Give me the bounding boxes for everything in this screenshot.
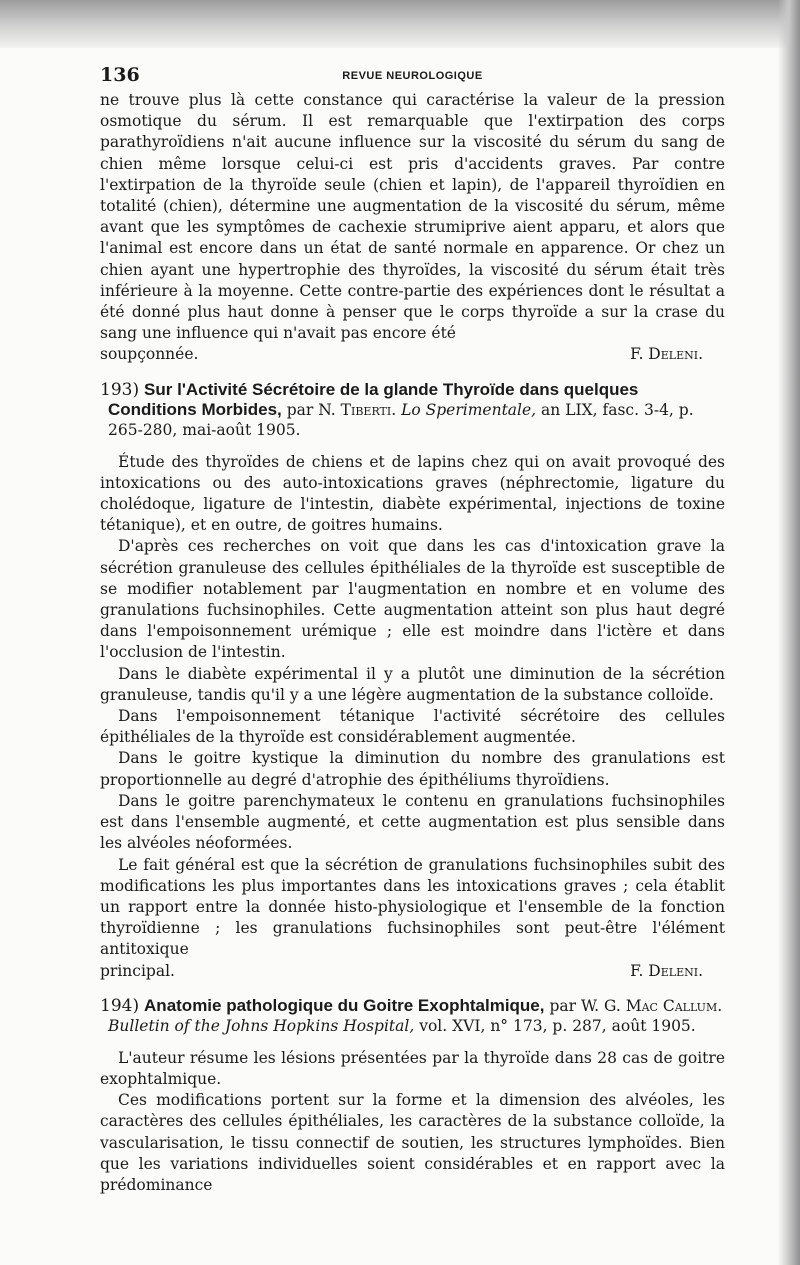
article-194-paragraph: Ces modifications portent sur la forme et la dimension des alvéoles, les caractères des cellules épithéliales, les caractères de la substance colloïde, la vascularisation, le tissu connectif de soutien, les structures lymphoïdes. Bien que les variations individuelles soient considérables et en rapport avec la prédominance [100, 1091, 725, 1194]
article-193-by: par [286, 400, 314, 419]
article-193-paragraph: D'après ces recherches on voit que dans les cas d'intoxication grave la sécrétion granuleuse des cellules épithéliales de la thyroïde est susceptible de se modifier notablement par l'augmentation en nombre et en volume des granulations fuchsinophiles. Cette augmentation atteint son plus haut degré dans l'empoisonnement urémique ; elle est moindre dans l'ictère et dans l'occlusion de l'intestin. [100, 537, 725, 662]
article-193-paragraph: Dans le goitre kystique la diminution du nombre des granulations est proportionnelle au degré d'atrophie des épithéliums thyroïdiens. [100, 749, 725, 789]
article-193-heading [100, 380, 725, 440]
article-193-paragraph: Dans le goitre parenchymateux le contenu en granulations fuchsinophiles est dans l'ensemble augmenté, et cette augmentation est plus sensible dans les alvéoles néoformées. [100, 791, 725, 853]
article-194-journal: Bulletin of the Johns Hopkins Hospital, [108, 1016, 415, 1035]
article-193-citation: an LIX, fasc. 3-4, p. 265-280, mai-août 1905. [108, 400, 694, 439]
intro-signature-line [100, 344, 725, 365]
article-193-paragraph: Dans l'empoisonnement tétanique l'activité sécrétoire des cellules épithéliales de la thyroïde est considérablement augmentée. [100, 707, 725, 747]
article-193-author: N. Tiberti. [318, 400, 397, 419]
article-193-paragraph: Étude des thyroïdes de chiens et de lapins chez qui on avait provoqué des intoxications ou des auto-intoxications graves (néphrectomie, ligature du cholédoque, ligature de l'intestin, diabète expérimental, injections de toxine tétanique), et en outre, de goitres humains. [100, 452, 725, 535]
article-194-by: par [549, 996, 577, 1015]
scan-shadow-top [0, 0, 800, 48]
page-header [100, 62, 725, 90]
article-194-citation: vol. XVI, n° 173, p. 287, août 1905. [419, 1016, 696, 1035]
article-194-title: Anatomie pathologique du Goitre Exophtalmique, [144, 995, 545, 1015]
intro-last-line: soupçonnée. [100, 345, 199, 364]
page-number: 136 [100, 64, 140, 86]
document-page [100, 62, 725, 1196]
article-193-paragraph: Le fait général est que la sécrétion de granulations fuchsinophiles subit des modifications les plus importantes dans les intoxications graves ; cela établit un rapport entre la donnée histo-physiologique et l'ensemble de la fonction thyroïdienne ; les granulations fuchsinophiles sont peut-être l'élément antitoxique [100, 855, 725, 959]
article-194-paragraph: L'auteur résume les lésions présentées par la thyroïde dans 28 cas de goitre exophtalmique. [100, 1048, 725, 1088]
intro-paragraph: ne trouve plus là cette constance qui caractérise la valeur de la pression osmotique du sérum. Il est remarquable que l'extirpation des corps parathyroïdiens n'ait aucune influence sur la viscosité du sérum du sang de chien même lorsque celui-ci est pris d'accidents graves. Par contre l'extirpation de la thyroïde seule (chien et lapin), de l'appareil thyroïdien en totalité (chien), détermine une augmentation de la viscosité du sérum, même avant que les symptômes de cachexie strumiprive aient apparu, et alors que l'animal est encore dans un état de santé normale en apparence. Or chez un chien ayant une hypertrophie des thyroïdes, la viscosité du sérum était très inférieure à la moyenne. Cette contre-partie des expériences dont le résultat a été donné plus haut donne à penser que le corps thyroïde a sur la crase du sang une influence qui n'avait pas encore été [100, 91, 725, 343]
article-193-title: Sur l'Activité Sécrétoire de la glande Thyroïde dans quelques Conditions Morbides, [108, 379, 639, 419]
article-194-number: 194) [100, 995, 140, 1016]
article-194-author: W. G. Mac Callum. [580, 996, 723, 1015]
article-193-signature-line [100, 961, 725, 982]
article-193-signature: F. Deleni. [630, 961, 703, 980]
scan-shadow-right [778, 0, 800, 1265]
article-193-journal: Lo Sperimentale, [401, 400, 537, 419]
article-193-last-line: principal. [100, 961, 175, 980]
article-194-heading [100, 996, 725, 1036]
intro-signature: F. Deleni. [630, 345, 703, 364]
article-193-number: 193) [100, 379, 140, 400]
running-head: REVUE NEUROLOGIQUE [342, 70, 483, 82]
article-193-paragraph: Dans le diabète expérimental il y a plutôt une diminution de la sécrétion granuleuse, tandis qu'il y a une légère augmentation de la substance colloïde. [100, 664, 725, 704]
